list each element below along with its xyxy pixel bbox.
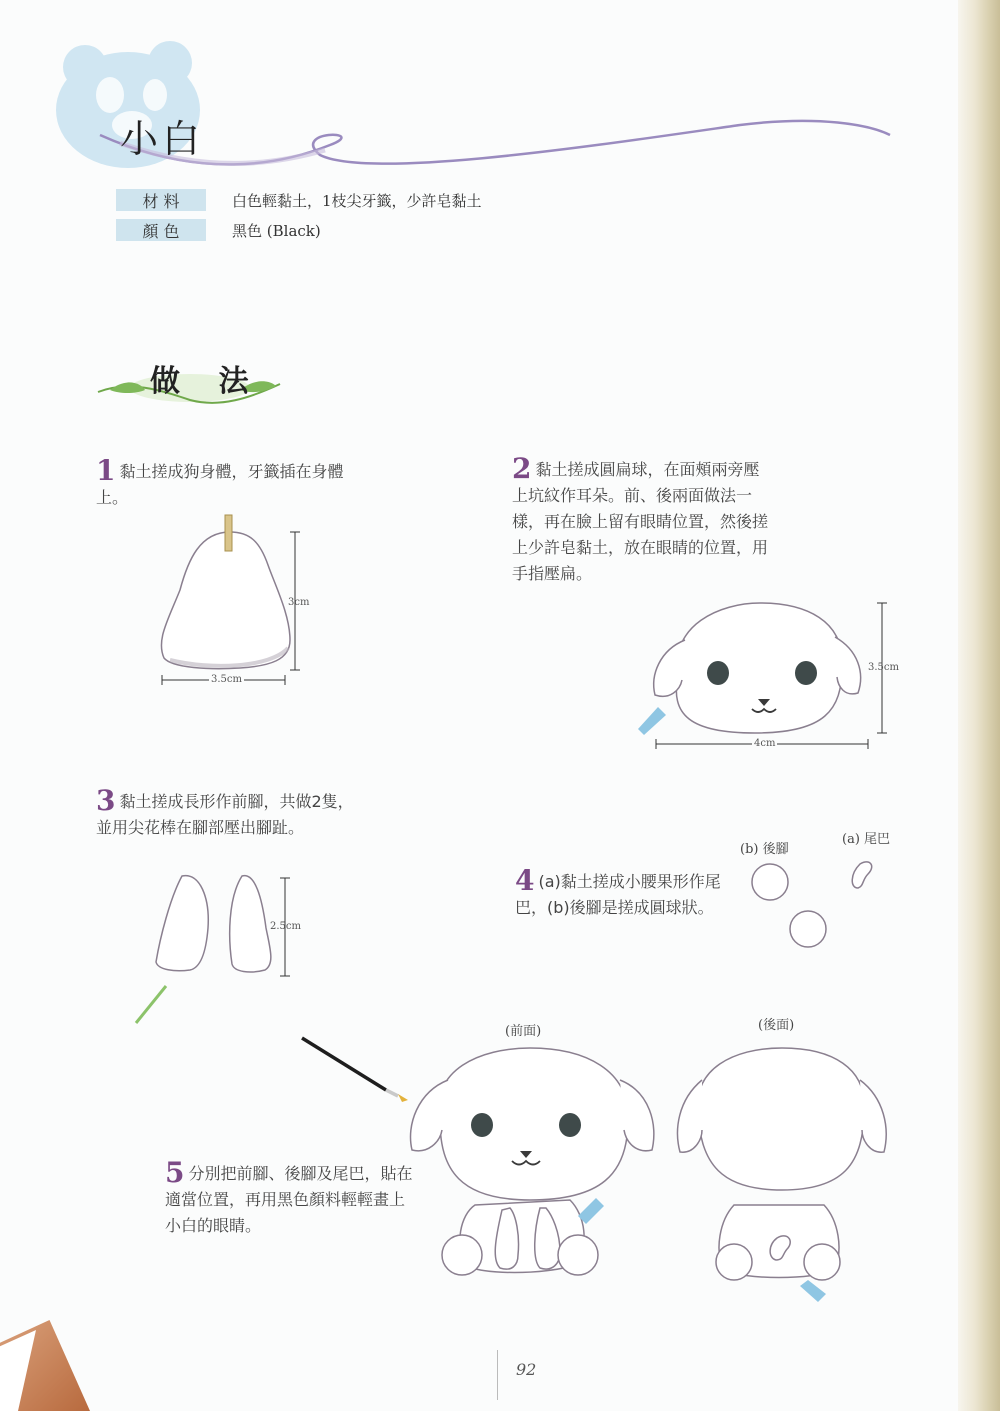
color-text: 黑色 (Black) — [232, 222, 321, 240]
step-5-text: 分別把前腳、後腳及尾巴，貼在適當位置，再用黑色顏料輕輕畫上小白的眼睛。 — [165, 1164, 413, 1235]
step-1 — [96, 454, 356, 511]
flower-tool-icon — [136, 986, 166, 1023]
label-tail: (a) 尾巴 — [842, 832, 891, 847]
step-5 — [165, 1156, 420, 1239]
step-3 — [96, 784, 356, 841]
dog-head-front — [654, 603, 861, 733]
book-spine-shadow — [958, 0, 1000, 1411]
page-title: 小白 — [120, 117, 205, 161]
materials-text: 白色輕黏土，1枝尖牙籤，少許皂黏土 — [232, 192, 482, 210]
step-1-number: 1 — [96, 454, 116, 487]
step-4-illustration — [740, 852, 900, 952]
step-3-text: 黏土搓成長形作前腳，共做2隻，並用尖花棒在腳部壓出腳趾。 — [96, 792, 354, 837]
step-4 — [515, 864, 730, 921]
step-2-illustration — [630, 595, 890, 755]
back-foot-ball-1 — [752, 864, 788, 900]
step-5-number: 5 — [165, 1156, 185, 1189]
finished-dog-front — [400, 1040, 660, 1290]
page-number: 92 — [516, 1360, 537, 1379]
label-back: (後面) — [758, 1018, 795, 1033]
dim-leg-height: 2.5cm — [270, 921, 301, 932]
finished-dog-back — [672, 1040, 902, 1310]
toothpick-icon — [225, 515, 232, 551]
step-4-text: (a)黏土搓成小腰果形作尾巴，(b)後腳是搓成圓球狀。 — [515, 872, 721, 917]
color-label: 顏 色 — [116, 219, 206, 241]
step-2 — [512, 452, 772, 587]
step-1-text: 黏土搓成狗身體，牙籤插在身體上。 — [96, 462, 344, 507]
step-4-number: 4 — [515, 864, 535, 897]
left-eye-icon — [707, 661, 729, 685]
tail-shape — [852, 862, 871, 888]
right-eye-icon — [795, 661, 817, 685]
method-heading: 做 法 — [150, 364, 263, 399]
front-leg-right — [230, 876, 271, 972]
step-2-number: 2 — [512, 452, 532, 485]
back-foot-ball-2 — [790, 911, 826, 947]
step-3-number: 3 — [96, 784, 116, 817]
dim-head-width: 4cm — [754, 738, 776, 749]
materials-label: 材 料 — [116, 189, 206, 211]
dim-body-width: 3.5cm — [211, 674, 242, 685]
step-3-illustration — [130, 868, 310, 1028]
page-divider — [497, 1350, 498, 1400]
label-back-foot: (b) 後腳 — [740, 842, 789, 857]
dog-body-shape — [161, 532, 290, 669]
header-swoosh-line — [100, 121, 890, 165]
step-2-text: 黏土搓成圓扁球，在面頰兩旁壓上坑紋作耳朵。前、後兩面做法一樣，再在臉上留有眼睛位置，然後搓上少許皂黏土，放在眼睛的位置，用手指壓扁。 — [512, 460, 769, 583]
tool-tip-icon — [638, 707, 666, 735]
dim-head-height: 3.5cm — [868, 662, 899, 673]
front-leg-left — [156, 876, 208, 971]
label-front: (前面) — [505, 1024, 542, 1039]
dim-body-height: 3cm — [288, 597, 310, 608]
